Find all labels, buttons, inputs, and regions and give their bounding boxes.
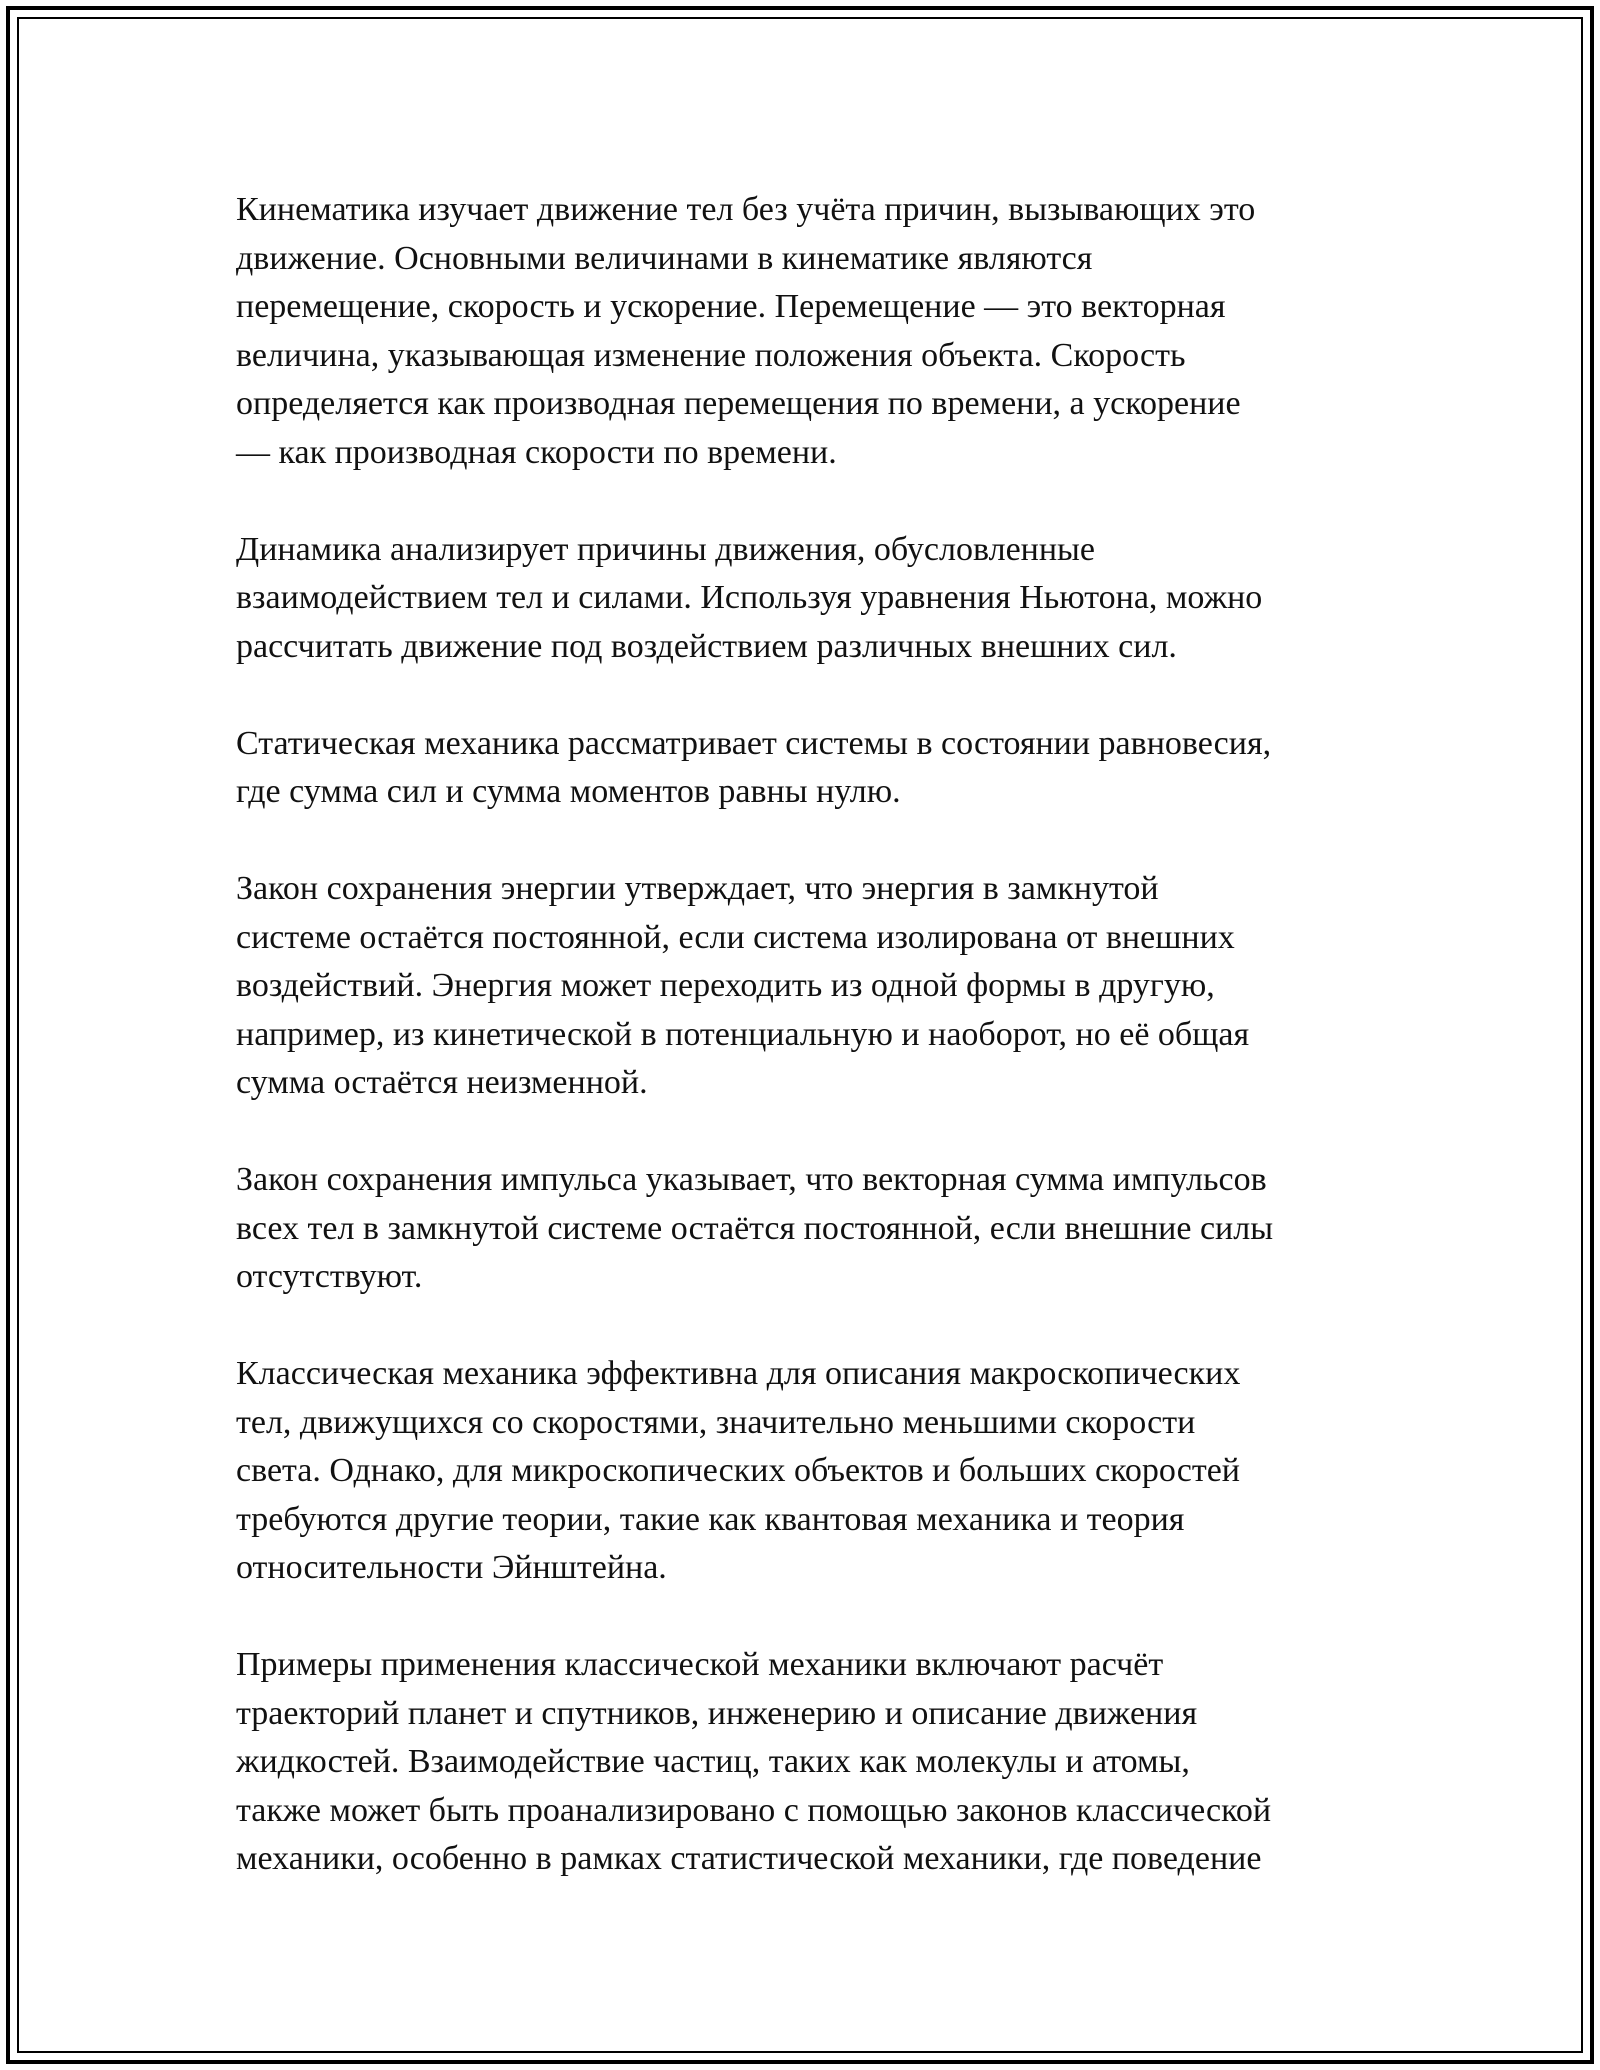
- text-line: Классическая механика эффективна для описания макроскопических: [236, 1355, 1241, 1392]
- paragraph-kinematics: [236, 186, 1376, 477]
- text-line: например, из кинетической в потенциальную и наоборот, но её общая: [236, 1015, 1250, 1053]
- text-line: траекторий планет и спутников, инженерию и описание движения: [236, 1694, 1198, 1732]
- text-line: определяется как производная перемещения по времени, а ускорение: [236, 385, 1241, 422]
- text-line: где сумма сил и сумма моментов равны нулю.: [236, 773, 901, 810]
- text-line: Закон сохранения импульса указывает, что векторная сумма импульсов: [236, 1161, 1267, 1198]
- paragraph-applications: [236, 1641, 1376, 1884]
- paragraph-statics: [236, 720, 1376, 817]
- text-line: отсутствуют.: [236, 1258, 423, 1295]
- text-line: относительности Эйнштейна.: [236, 1549, 667, 1586]
- text-line: требуются другие теории, такие как квантовая механика и теория: [236, 1500, 1185, 1538]
- text-line: Кинематика изучает движение тел без учёта причин, вызывающих это: [236, 191, 1256, 228]
- text-line: величина, указывающая изменение положения объекта. Скорость: [236, 336, 1186, 374]
- text-line: Динамика анализирует причины движения, обусловленные: [236, 530, 1095, 568]
- text-line: Примеры применения классической механики включают расчёт: [236, 1646, 1164, 1683]
- text-line: Закон сохранения энергии утверждает, что энергия в замкнутой: [236, 870, 1159, 907]
- text-line: движение. Основными величинами в кинематике являются: [236, 239, 1093, 277]
- paragraph-momentum-conservation: [236, 1156, 1376, 1302]
- document-body: [236, 186, 1376, 1932]
- text-line: перемещение, скорость и ускорение. Перемещение — это векторная: [236, 288, 1226, 325]
- text-line: всех тел в замкнутой системе остаётся постоянной, если внешние силы: [236, 1209, 1274, 1247]
- text-line: системе остаётся постоянной, если система изолирована от внешних: [236, 918, 1235, 956]
- text-line: тел, движущихся со скоростями, значительно меньшими скорости: [236, 1403, 1196, 1441]
- paragraph-energy-conservation: [236, 865, 1376, 1108]
- text-line: — как производная скорости по времени.: [236, 433, 837, 471]
- text-line: также может быть проанализировано с помощью законов классической: [236, 1791, 1272, 1829]
- text-line: Статическая механика рассматривает системы в состоянии равновесия,: [236, 724, 1272, 762]
- paragraph-classical-limits: [236, 1350, 1376, 1593]
- text-line: света. Однако, для микроскопических объектов и больших скоростей: [236, 1452, 1240, 1489]
- paragraph-dynamics: [236, 526, 1376, 672]
- text-line: взаимодействием тел и силами. Используя уравнения Ньютона, можно: [236, 579, 1263, 616]
- text-line: механики, особенно в рамках статистической механики, где поведение: [236, 1840, 1262, 1877]
- text-line: воздействий. Энергия может переходить из одной формы в другую,: [236, 967, 1215, 1004]
- text-line: рассчитать движение под воздействием различных внешних сил.: [236, 627, 1177, 665]
- text-line: сумма остаётся неизменной.: [236, 1064, 648, 1101]
- text-line: жидкостей. Взаимодействие частиц, таких как молекулы и атомы,: [236, 1743, 1190, 1780]
